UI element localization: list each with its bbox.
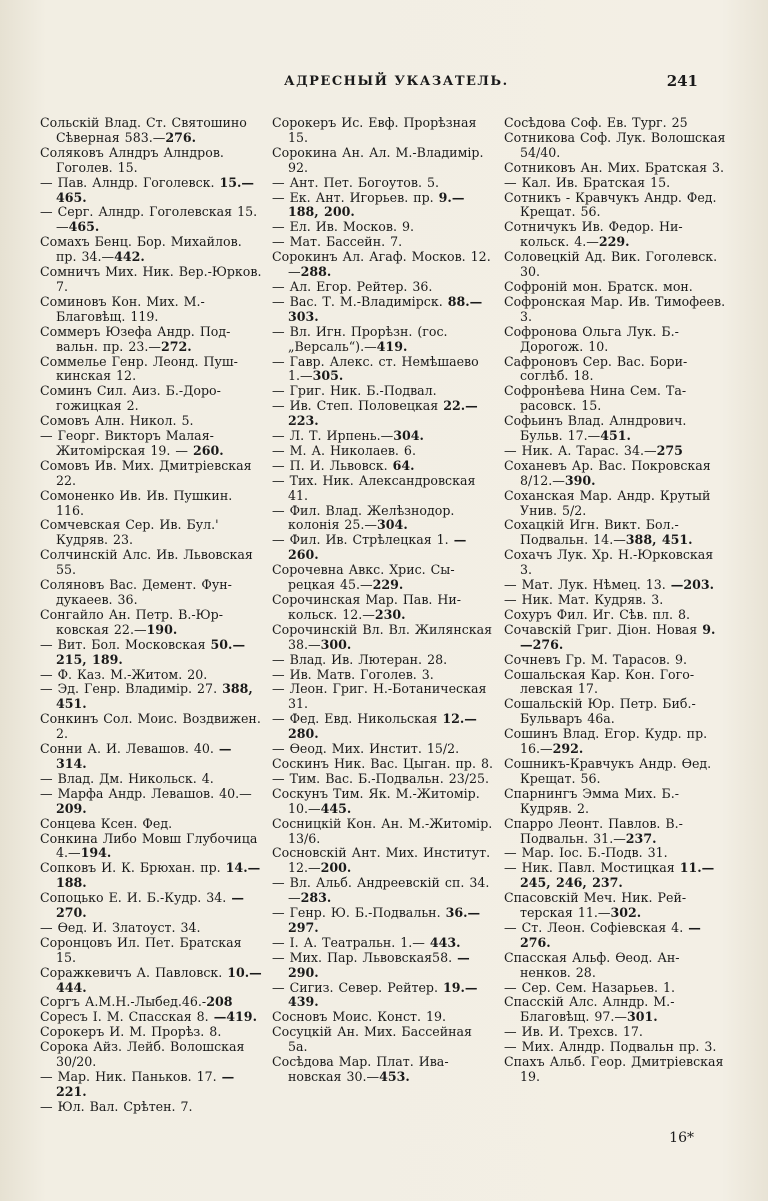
entry-text: Сотничукъ Ив. Федор. Никольск. 4.— bbox=[504, 219, 683, 250]
page-number: 241 bbox=[666, 72, 698, 90]
directory-entry bbox=[40, 682, 262, 712]
entry-text: Сонцева Ксен. Фед. bbox=[40, 815, 173, 831]
directory-entry bbox=[272, 1010, 494, 1025]
directory-entry bbox=[272, 116, 494, 146]
entry-text: Соханевъ Ар. Вас. Покровская 8/12.— bbox=[504, 457, 711, 488]
entry-text: — І. А. Театральн. 1.— bbox=[272, 934, 430, 950]
entry-text: Сомчевская Сер. Ив. Бул.' Кудряв. 23. bbox=[40, 517, 219, 548]
entry-text: — П. И. Львовск. bbox=[272, 457, 393, 473]
entry-text: — Сер. Сем. Назарьев. 1. bbox=[504, 979, 675, 995]
entry-reference: 88.—303. bbox=[288, 293, 483, 324]
entry-text: — Ст. Леон. Софіевская 4. bbox=[504, 919, 689, 935]
directory-entry bbox=[40, 1025, 262, 1040]
entry-text: — Вас. Т. М.-Владимірск. bbox=[272, 293, 448, 309]
directory-entry bbox=[504, 191, 726, 221]
directory-entry bbox=[504, 653, 726, 668]
entry-reference: 301. bbox=[626, 1009, 658, 1025]
entry-text: — Григ. Ник. Б.-Подвал. bbox=[272, 383, 437, 399]
entry-text: Сотникъ - Кравчукъ Андр. Фед. Крещат. 56. bbox=[504, 189, 717, 220]
directory-entry bbox=[504, 489, 726, 519]
entry-reference: 22.—223. bbox=[288, 398, 478, 429]
entry-text: — Ѳед. И. Златоуст. 34. bbox=[40, 919, 201, 935]
directory-entry bbox=[272, 533, 494, 563]
directory-entry bbox=[272, 563, 494, 593]
entry-text: — Юл. Вал. Срѣтен. 7. bbox=[40, 1098, 193, 1114]
entry-reference: 443. bbox=[429, 934, 461, 950]
entry-text: Сошальская Кар. Кон. Гоголевская 17. bbox=[504, 666, 695, 697]
entry-text: Сорокеръ Ис. Евф. Прорѣзная 15. bbox=[272, 116, 477, 145]
entry-text: — Сигиз. Север. Рейтер. bbox=[272, 979, 444, 995]
column-1 bbox=[40, 116, 262, 1136]
directory-entry bbox=[272, 295, 494, 325]
entry-reference: 445. bbox=[320, 800, 352, 816]
directory-entry bbox=[504, 355, 726, 385]
directory-entry bbox=[40, 146, 262, 176]
directory-entry bbox=[504, 951, 726, 981]
entry-text: Сорокинъ Ал. Агаф. Москов. 12.— bbox=[272, 249, 491, 280]
directory-entry bbox=[272, 787, 494, 817]
directory-entry bbox=[504, 757, 726, 787]
entry-text: Сосновъ Моис. Конст. 19. bbox=[272, 1009, 447, 1025]
directory-entry bbox=[272, 682, 494, 712]
entry-text: — Мат. Бассейн. 7. bbox=[272, 234, 403, 250]
directory-entry bbox=[504, 846, 726, 861]
entry-text: — Мих. Алндр. Подвальн пр. 3. bbox=[504, 1039, 717, 1055]
entry-reference: 304. bbox=[393, 428, 424, 444]
entry-text: Софроній мон. Братск. мон. bbox=[504, 278, 693, 294]
entry-text: Сольскій Влад. Ст. Святошино Сѣверная 583.— bbox=[40, 116, 247, 145]
entry-text: Сосуцкій Ан. Мих. Бассейная 5а. bbox=[272, 1024, 472, 1055]
signature-mark: 16* bbox=[669, 1130, 694, 1146]
directory-entry bbox=[272, 325, 494, 355]
entry-text: — Ив. Степ. Половецкая bbox=[272, 398, 444, 414]
entry-text: Соргъ А.М.Н.-Лыбед.46.- bbox=[40, 994, 207, 1010]
entry-reference: 275 bbox=[656, 442, 683, 458]
directory-entry bbox=[504, 578, 726, 593]
directory-entry bbox=[272, 712, 494, 742]
directory-entry bbox=[272, 846, 494, 876]
directory-entry bbox=[40, 668, 262, 683]
directory-entry bbox=[40, 787, 262, 817]
entry-reference: —221. bbox=[56, 1069, 235, 1099]
directory-entry bbox=[504, 459, 726, 489]
entry-text: — Ѳеод. Мих. Инстит. 15/2. bbox=[272, 741, 460, 757]
entry-text: — Марфа Андр. Левашов. 40.— bbox=[40, 785, 252, 801]
entry-text: — Эд. Генр. Владимір. 27. bbox=[40, 681, 223, 697]
directory-entry bbox=[272, 981, 494, 1011]
entry-reference: 208 bbox=[206, 994, 233, 1010]
directory-entry bbox=[504, 548, 726, 578]
directory-entry bbox=[272, 176, 494, 191]
entry-text: Сорока Айз. Лейб. Волошская 30/20. bbox=[40, 1039, 245, 1070]
directory-entry bbox=[504, 444, 726, 459]
directory-entry bbox=[504, 921, 726, 951]
entry-text: Сохацкій Игн. Викт. Бол.-Подвальн. 14.— bbox=[504, 517, 679, 548]
entry-text: Сопоцько Е. И. Б.-Кудр. 34. bbox=[40, 890, 232, 906]
entry-text: — Мар. Ник. Паньков. 17. bbox=[40, 1069, 222, 1084]
entry-text: — Серг. Алндр. Гоголевская 15.— bbox=[40, 204, 258, 235]
directory-entry bbox=[504, 161, 726, 176]
entry-reference: 11.—245, 246, 237. bbox=[520, 860, 715, 891]
entry-text: — Вл. Игн. Прорѣзн. (гос. „Версаль“).— bbox=[272, 323, 448, 354]
entry-text: Сошникъ-Кравчукъ Андр. Ѳед. Крещат. 56. bbox=[504, 755, 712, 786]
directory-entry bbox=[504, 1055, 726, 1085]
directory-entry bbox=[40, 995, 262, 1010]
directory-entry bbox=[272, 384, 494, 399]
entry-text: Сошинъ Влад. Егор. Кудр. пр. 16.— bbox=[504, 726, 708, 757]
entry-reference: 194. bbox=[80, 845, 112, 861]
entry-reference: 10.—444. bbox=[56, 964, 262, 995]
entry-text: Соскунъ Тим. Як. М.-Житомір. 10.— bbox=[272, 785, 480, 816]
entry-text: Соминъ Сил. Аиз. Б.-Дорогожицкая 2. bbox=[40, 383, 221, 414]
entry-text: Сорокина Ан. Ал. М.-Владимір. 92. bbox=[272, 144, 484, 175]
entry-text: — Вит. Бол. Московская bbox=[40, 636, 211, 652]
directory-entry bbox=[504, 1040, 726, 1055]
entry-text: — Тих. Ник. Александровская 41. bbox=[272, 472, 476, 503]
directory-entry bbox=[40, 325, 262, 355]
entry-text: — Кал. Ив. Братская 15. bbox=[504, 174, 671, 190]
directory-entry bbox=[504, 891, 726, 921]
entry-reference: 388, 451. bbox=[625, 532, 693, 548]
entry-text: Сочавскій Григ. Діон. Новая bbox=[504, 621, 703, 637]
directory-entry bbox=[40, 1100, 262, 1115]
entry-text: — Фил. Влад. Желѣзнодор. колонія 25.— bbox=[272, 502, 455, 533]
directory-entry bbox=[40, 921, 262, 936]
entry-reference: 15.—465. bbox=[56, 174, 255, 205]
directory-entry bbox=[504, 220, 726, 250]
entry-text: — Ив. И. Трехсв. 17. bbox=[504, 1024, 643, 1040]
directory-entry bbox=[504, 384, 726, 414]
entry-text: Сосновскій Ант. Мих. Институт. 12.— bbox=[272, 845, 491, 876]
directory-entry bbox=[40, 1010, 262, 1025]
entry-reference: 276. bbox=[165, 129, 197, 145]
entry-text: Спасскій Алс. Алндр. М.-Благовѣщ. 97.— bbox=[504, 994, 675, 1025]
directory-entry bbox=[272, 653, 494, 668]
directory-entry bbox=[504, 727, 726, 757]
entry-text: — Ник. Павл. Мостицкая bbox=[504, 860, 680, 876]
directory-entry bbox=[272, 951, 494, 981]
entry-text: Соммелье Генр. Леонд. Пушкинская 12. bbox=[40, 353, 238, 384]
directory-entry bbox=[40, 414, 262, 429]
entry-reference: 272. bbox=[160, 338, 192, 354]
entry-reference: —290. bbox=[288, 949, 470, 980]
entry-reference: 64. bbox=[392, 457, 415, 473]
directory-entry bbox=[504, 414, 726, 444]
directory-entry bbox=[504, 697, 726, 727]
directory-entry bbox=[40, 817, 262, 832]
entry-text: Сосницкій Кон. Ан. М.-Житомір. 13/6. bbox=[272, 815, 493, 846]
entry-text: Сомничъ Мих. Ник. Вер.-Юрков. 7. bbox=[40, 264, 262, 294]
entry-reference: 451. bbox=[600, 428, 631, 444]
entry-reference: 200. bbox=[320, 860, 352, 876]
entry-reference: 19.—439. bbox=[288, 979, 478, 1010]
directory-entry bbox=[504, 176, 726, 191]
directory-entry bbox=[40, 861, 262, 891]
directory-entry bbox=[40, 355, 262, 385]
directory-entry bbox=[504, 861, 726, 891]
entry-text: — Ант. Пет. Богоутов. 5. bbox=[272, 174, 439, 190]
directory-entry bbox=[504, 981, 726, 996]
directory-entry bbox=[504, 280, 726, 295]
entry-text: Соммеръ Юзефа Андр. Подвальн. пр. 23.— bbox=[40, 323, 231, 354]
directory-entry bbox=[40, 429, 262, 459]
directory-entry bbox=[40, 384, 262, 414]
entry-text: Софронская Мар. Ив. Тимофеев. 3. bbox=[504, 293, 726, 324]
entry-reference: 230. bbox=[374, 606, 406, 622]
directory-entry bbox=[272, 235, 494, 250]
directory-entry bbox=[272, 399, 494, 429]
entry-text: — Тим. Вас. Б.-Подвальн. 23/25. bbox=[272, 770, 489, 786]
entry-reference: 190. bbox=[146, 621, 178, 637]
directory-entry bbox=[272, 1025, 494, 1055]
entry-text: Спарнингъ Эмма Мих. Б.-Кудряв. 2. bbox=[504, 785, 680, 816]
entry-text: — Влад. Ив. Лютеран. 28. bbox=[272, 651, 448, 667]
entry-reference: 9.—276. bbox=[520, 621, 716, 652]
directory-entry bbox=[40, 772, 262, 787]
entry-text: Сафроновъ Сер. Вас. Борисоглѣб. 18. bbox=[504, 353, 688, 384]
entry-text: — Фед. Евд. Никольская bbox=[272, 711, 443, 727]
directory-entry bbox=[40, 235, 262, 265]
entry-text: Софронова Ольга Лук. Б.-Дорогож. 10. bbox=[504, 323, 679, 354]
entry-text: — Мат. Лук. Нѣмец. 13. bbox=[504, 577, 671, 593]
directory-entry bbox=[504, 623, 726, 653]
entry-text: Соскинъ Ник. Вас. Цыган. пр. 8. bbox=[272, 755, 494, 771]
directory-entry bbox=[272, 757, 494, 772]
directory-entry bbox=[40, 116, 262, 146]
column-3 bbox=[504, 116, 726, 1136]
entry-text: — Генр. Ю. Б.-Подвальн. bbox=[272, 905, 446, 921]
entry-text: Сотниковъ Ан. Мих. Братская 3. bbox=[504, 159, 725, 175]
entry-text: Сорочевна Авкс. Хрис. Сырецкая 45.— bbox=[272, 562, 455, 593]
entry-text: Сонкина Либо Мовш Глубочица 4.— bbox=[40, 830, 258, 861]
entry-reference: 288. bbox=[300, 264, 332, 280]
directory-entry bbox=[272, 444, 494, 459]
entry-text: Сомахъ Бенц. Бор. Михайлов. пр. 34.— bbox=[40, 234, 242, 265]
entry-text: Сосѣдова Мар. Плат. Ивановская 30.— bbox=[272, 1054, 449, 1084]
directory-entry bbox=[504, 325, 726, 355]
entry-text: Спахъ Альб. Геор. Дмитріевская 19. bbox=[504, 1054, 724, 1084]
entry-text: — Мар. Іос. Б.-Подв. 31. bbox=[504, 845, 668, 861]
directory-entry bbox=[504, 995, 726, 1025]
directory-entry bbox=[40, 295, 262, 325]
entry-text: Спарро Леонт. Павлов. В.-Подвальн. 31.— bbox=[504, 815, 683, 846]
running-title: АДРЕСНЫЙ УКАЗАТЕЛЬ. bbox=[284, 74, 509, 89]
directory-entry bbox=[40, 489, 262, 519]
entry-text: Сорочинская Мар. Пав. Никольск. 12.— bbox=[272, 592, 462, 622]
entry-text: Сомовъ Ив. Мих. Дмитріевская 22. bbox=[40, 457, 252, 488]
column-2 bbox=[272, 116, 494, 1136]
entry-reference: 300. bbox=[320, 636, 352, 652]
entry-text: Соминовъ Кон. Мих. М.-Благовѣщ. 119. bbox=[40, 293, 205, 324]
entry-text: Соронцовъ Ил. Пет. Братская 15. bbox=[40, 934, 242, 965]
directory-entry bbox=[272, 772, 494, 787]
entry-reference: 388, 451. bbox=[56, 681, 253, 712]
entry-text: — Ал. Егор. Рейтер. 36. bbox=[272, 278, 433, 294]
directory-columns bbox=[40, 116, 726, 1136]
directory-entry bbox=[272, 474, 494, 504]
directory-entry bbox=[40, 518, 262, 548]
entry-reference: —203. bbox=[670, 577, 715, 593]
directory-entry bbox=[40, 459, 262, 489]
entry-reference: 12.—280. bbox=[288, 711, 477, 742]
directory-entry bbox=[272, 668, 494, 683]
entry-text: — Ник. Мат. Кудряв. 3. bbox=[504, 592, 664, 607]
entry-reference: —419. bbox=[213, 1009, 257, 1025]
directory-entry bbox=[504, 116, 726, 131]
directory-entry bbox=[40, 1070, 262, 1100]
entry-reference: 9.—188, 200. bbox=[288, 189, 465, 220]
entry-text: — Ел. Ив. Москов. 9. bbox=[272, 219, 414, 235]
directory-entry bbox=[272, 593, 494, 623]
entry-reference: 305. bbox=[312, 368, 344, 384]
directory-entry bbox=[504, 131, 726, 161]
entry-text: — М. А. Николаев. 6. bbox=[272, 442, 416, 458]
entry-text: — Ив. Матв. Гоголев. 3. bbox=[272, 666, 434, 682]
directory-entry bbox=[272, 742, 494, 757]
entry-reference: 465. bbox=[68, 219, 100, 235]
directory-entry bbox=[504, 250, 726, 280]
directory-entry bbox=[40, 638, 262, 668]
directory-entry bbox=[272, 250, 494, 280]
directory-entry bbox=[272, 429, 494, 444]
directory-entry bbox=[40, 1040, 262, 1070]
directory-entry bbox=[40, 205, 262, 235]
directory-entry bbox=[272, 936, 494, 951]
directory-entry bbox=[40, 966, 262, 996]
entry-text: Сорочинскій Вл. Вл. Жилянская 38.— bbox=[272, 621, 493, 652]
directory-entry bbox=[272, 817, 494, 847]
entry-text: Софьинъ Влад. Алндрович. Бульв. 17.— bbox=[504, 413, 687, 444]
directory-entry bbox=[272, 280, 494, 295]
entry-reference: 209. bbox=[56, 800, 87, 816]
directory-entry bbox=[504, 295, 726, 325]
entry-reference: —314. bbox=[56, 741, 232, 771]
entry-reference: 302. bbox=[610, 905, 642, 921]
directory-entry bbox=[504, 518, 726, 548]
directory-entry bbox=[504, 787, 726, 817]
entry-text: — Фил. Ив. Стрѣлецкая 1. bbox=[272, 532, 454, 548]
directory-entry bbox=[272, 355, 494, 385]
entry-reference: 390. bbox=[564, 472, 596, 488]
entry-text: Соражкевичъ А. Павловск. bbox=[40, 964, 228, 980]
directory-entry bbox=[272, 1055, 494, 1085]
entry-text: Спасская Альф. Ѳеод. Анненков. 28. bbox=[504, 949, 680, 980]
directory-entry bbox=[272, 906, 494, 936]
entry-reference: 283. bbox=[300, 890, 332, 906]
entry-reference: —276. bbox=[520, 919, 701, 950]
entry-text: — Ф. Каз. М.-Житом. 20. bbox=[40, 666, 208, 682]
entry-text: — Влад. Дм. Никольск. 4. bbox=[40, 770, 214, 786]
entry-text: — Вл. Альб. Андреевскій сп. 34.— bbox=[272, 875, 490, 906]
entry-text: — Пав. Алндр. Гоголевск. bbox=[40, 174, 220, 190]
directory-entry bbox=[272, 504, 494, 534]
directory-entry bbox=[40, 548, 262, 578]
entry-text: Сомовъ Алн. Никол. 5. bbox=[40, 413, 194, 429]
entry-text: Соресъ І. М. Спасская 8. bbox=[40, 1009, 214, 1025]
entry-text: Сопковъ И. К. Брюхан. пр. bbox=[40, 860, 226, 876]
entry-text: Сосѣдова Соф. Ев. Тург. 25 bbox=[504, 116, 688, 130]
directory-entry bbox=[504, 817, 726, 847]
directory-entry bbox=[40, 832, 262, 862]
entry-text: Спасовскій Меч. Ник. Рейтерская 11.— bbox=[504, 890, 687, 921]
entry-text: Сохачъ Лук. Хр. Н.-Юрковская 3. bbox=[504, 547, 714, 578]
directory-entry bbox=[272, 876, 494, 906]
directory-entry bbox=[272, 623, 494, 653]
entry-reference: 260. bbox=[193, 442, 224, 458]
directory-entry bbox=[40, 265, 262, 295]
entry-text: — Л. Т. Ирпень.— bbox=[272, 428, 394, 444]
entry-text: Сочневъ Гр. М. Тарасов. 9. bbox=[504, 651, 688, 667]
entry-reference: 419. bbox=[376, 338, 408, 354]
directory-entry bbox=[40, 578, 262, 608]
entry-text: Сорокеръ И. М. Прорѣз. 8. bbox=[40, 1024, 222, 1040]
page-header bbox=[0, 72, 768, 94]
entry-text: Соляковъ Алндръ Алндров. Гоголев. 15. bbox=[40, 144, 224, 175]
entry-text: — Мих. Пар. Львовская58. bbox=[272, 949, 458, 965]
entry-text: Солчинскій Алс. Ив. Львовская 55. bbox=[40, 547, 253, 578]
entry-text: — Ник. А. Тарас. 34.— bbox=[504, 442, 657, 458]
entry-reference: 14.—188. bbox=[56, 860, 261, 891]
entry-text: Соловецкій Ад. Вик. Гоголевск. 30. bbox=[504, 249, 718, 280]
directory-entry bbox=[272, 146, 494, 176]
entry-reference: 292. bbox=[552, 741, 584, 757]
directory-entry bbox=[272, 191, 494, 221]
entry-reference: 229. bbox=[598, 234, 630, 250]
entry-text: Сонни А. И. Левашов. 40. bbox=[40, 741, 219, 757]
entry-text: Софронѣева Нина Сем. Тарасовск. 15. bbox=[504, 383, 687, 414]
entry-text: — Ек. Ант. Игорьев. пр. bbox=[272, 189, 439, 205]
directory-entry bbox=[504, 1025, 726, 1040]
entry-text: Сошальскій Юр. Петр. Биб.-Бульваръ 46а. bbox=[504, 696, 696, 727]
entry-text: Соханская Мар. Андр. Крутый Унив. 5/2. bbox=[504, 487, 711, 518]
directory-entry bbox=[40, 712, 262, 742]
directory-entry bbox=[40, 936, 262, 966]
entry-reference: 237. bbox=[625, 830, 657, 846]
entry-reference: 304. bbox=[377, 517, 408, 533]
entry-reference: 229. bbox=[372, 577, 404, 593]
entry-text: — Леон. Григ. Н.-Ботаническая 31. bbox=[272, 681, 487, 712]
directory-entry bbox=[40, 742, 262, 772]
entry-reference: 36.—297. bbox=[288, 905, 481, 935]
entry-reference: —260. bbox=[288, 532, 467, 563]
directory-entry bbox=[272, 220, 494, 235]
directory-entry bbox=[504, 668, 726, 698]
entry-text: — Гавр. Алекс. ст. Немѣшаево 1.— bbox=[272, 353, 479, 384]
directory-entry bbox=[40, 608, 262, 638]
entry-reference: 442. bbox=[114, 249, 145, 265]
directory-entry bbox=[272, 459, 494, 474]
entry-text: Сотникова Соф. Лук. Волошская 54/40. bbox=[504, 129, 726, 160]
entry-reference: —270. bbox=[56, 890, 244, 921]
entry-reference: 50.—215, 189. bbox=[56, 636, 246, 667]
entry-text: Сомоненко Ив. Ив. Пушкин. 116. bbox=[40, 487, 233, 518]
entry-text: Соляновъ Вас. Демент. Фундукаеев. 36. bbox=[40, 577, 232, 607]
directory-entry bbox=[504, 608, 726, 623]
entry-text: Сохуръ Фил. Иг. Сѣв. пл. 8. bbox=[504, 606, 690, 622]
entry-text: — Георг. Викторъ Малая-Житомірская 19. — bbox=[40, 428, 214, 458]
directory-entry bbox=[40, 891, 262, 921]
directory-entry bbox=[504, 593, 726, 608]
entry-text: Сонгайло Ан. Петр. В.-Юрковская 22.— bbox=[40, 606, 223, 637]
directory-entry bbox=[40, 176, 262, 206]
entry-text: Сонкинъ Сол. Моис. Воздвижен. 2. bbox=[40, 711, 261, 742]
entry-reference: 453. bbox=[379, 1069, 410, 1084]
